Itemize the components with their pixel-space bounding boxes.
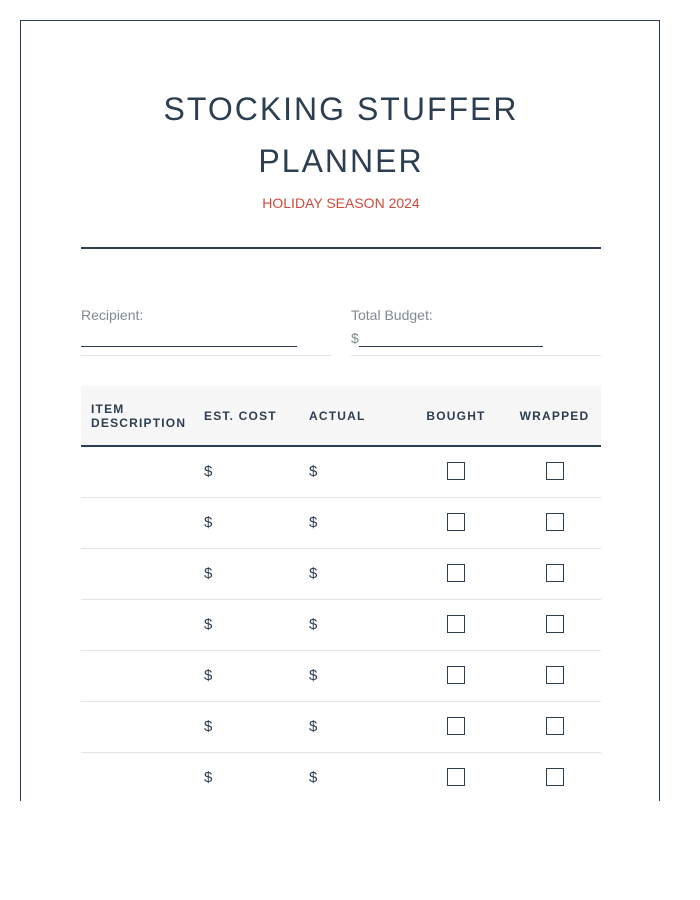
items-table (81, 386, 601, 801)
bought-cell (404, 498, 508, 548)
table-row (81, 753, 601, 801)
page-subtitle: HOLIDAY SEASON 2024 (262, 195, 420, 211)
table-row (81, 498, 601, 549)
title-line-1: STOCKING STUFFER (163, 91, 519, 127)
header-bought: BOUGHT (426, 408, 486, 423)
actual-cost-cell[interactable]: $ (309, 667, 318, 684)
item-description-cell[interactable] (81, 651, 194, 701)
item-description-cell[interactable] (81, 447, 194, 497)
est-cost-cell[interactable]: $ (204, 514, 213, 531)
bought-checkbox[interactable] (447, 462, 465, 480)
est-cost-cell[interactable]: $ (204, 616, 213, 633)
item-description-cell[interactable] (81, 600, 194, 650)
total-budget-blank[interactable] (359, 332, 543, 347)
actual-cost-cell[interactable]: $ (309, 616, 318, 633)
wrapped-checkbox[interactable] (546, 513, 564, 531)
bought-cell (404, 753, 508, 801)
recipient-blank[interactable] (81, 332, 297, 347)
table-row (81, 702, 601, 753)
bought-checkbox[interactable] (447, 768, 465, 786)
table-row (81, 600, 601, 651)
actual-cost-cell[interactable]: $ (309, 769, 318, 786)
actual-cost-cell[interactable]: $ (309, 463, 318, 480)
planner-sheet (20, 20, 660, 801)
actual-cost-cell[interactable]: $ (309, 514, 318, 531)
wrapped-cell (508, 498, 601, 548)
item-description-cell[interactable] (81, 753, 194, 801)
est-cost-cell[interactable]: $ (204, 667, 213, 684)
title-line-2: PLANNER (258, 143, 424, 179)
total-budget-label: Total Budget: (351, 307, 433, 323)
wrapped-cell (508, 753, 601, 801)
bought-checkbox[interactable] (447, 564, 465, 582)
recipient-label: Recipient: (81, 307, 144, 323)
bought-checkbox[interactable] (447, 615, 465, 633)
header-wrapped: WRAPPED (519, 408, 590, 423)
item-description-cell[interactable] (81, 549, 194, 599)
wrapped-cell (508, 651, 601, 701)
bought-cell (404, 651, 508, 701)
wrapped-checkbox[interactable] (546, 462, 564, 480)
bought-cell (404, 600, 508, 650)
wrapped-checkbox[interactable] (546, 564, 564, 582)
wrapped-checkbox[interactable] (546, 768, 564, 786)
header-item-description (81, 386, 194, 445)
est-cost-cell[interactable]: $ (204, 565, 213, 582)
header-item-line-2: DESCRIPTION (91, 415, 187, 430)
item-description-cell[interactable] (81, 702, 194, 752)
wrapped-cell (508, 447, 601, 497)
page-title (21, 83, 660, 187)
recipient-field[interactable] (81, 307, 331, 356)
bought-checkbox[interactable] (447, 717, 465, 735)
wrapped-checkbox[interactable] (546, 717, 564, 735)
actual-cost-cell[interactable]: $ (309, 565, 318, 582)
wrapped-cell (508, 600, 601, 650)
wrapped-cell (508, 702, 601, 752)
bought-cell (404, 549, 508, 599)
bought-cell (404, 702, 508, 752)
est-cost-cell[interactable]: $ (204, 718, 213, 735)
est-cost-cell[interactable]: $ (204, 769, 213, 786)
bought-cell (404, 447, 508, 497)
header-actual: ACTUAL (309, 408, 366, 423)
actual-cost-cell[interactable]: $ (309, 718, 318, 735)
bought-checkbox[interactable] (447, 513, 465, 531)
recipient-input-line[interactable] (81, 329, 331, 347)
table-header (81, 386, 601, 447)
budget-currency-symbol: $ (351, 330, 359, 346)
total-budget-input-line[interactable] (351, 329, 601, 347)
wrapped-checkbox[interactable] (546, 615, 564, 633)
total-budget-field[interactable] (351, 307, 601, 356)
header-item-line-1: ITEM (91, 401, 125, 416)
table-row (81, 549, 601, 600)
header-divider (81, 247, 601, 249)
bought-checkbox[interactable] (447, 666, 465, 684)
est-cost-cell[interactable]: $ (204, 463, 213, 480)
item-description-cell[interactable] (81, 498, 194, 548)
header-est-cost: EST. COST (204, 408, 277, 423)
wrapped-cell (508, 549, 601, 599)
table-row (81, 447, 601, 498)
table-row (81, 651, 601, 702)
wrapped-checkbox[interactable] (546, 666, 564, 684)
